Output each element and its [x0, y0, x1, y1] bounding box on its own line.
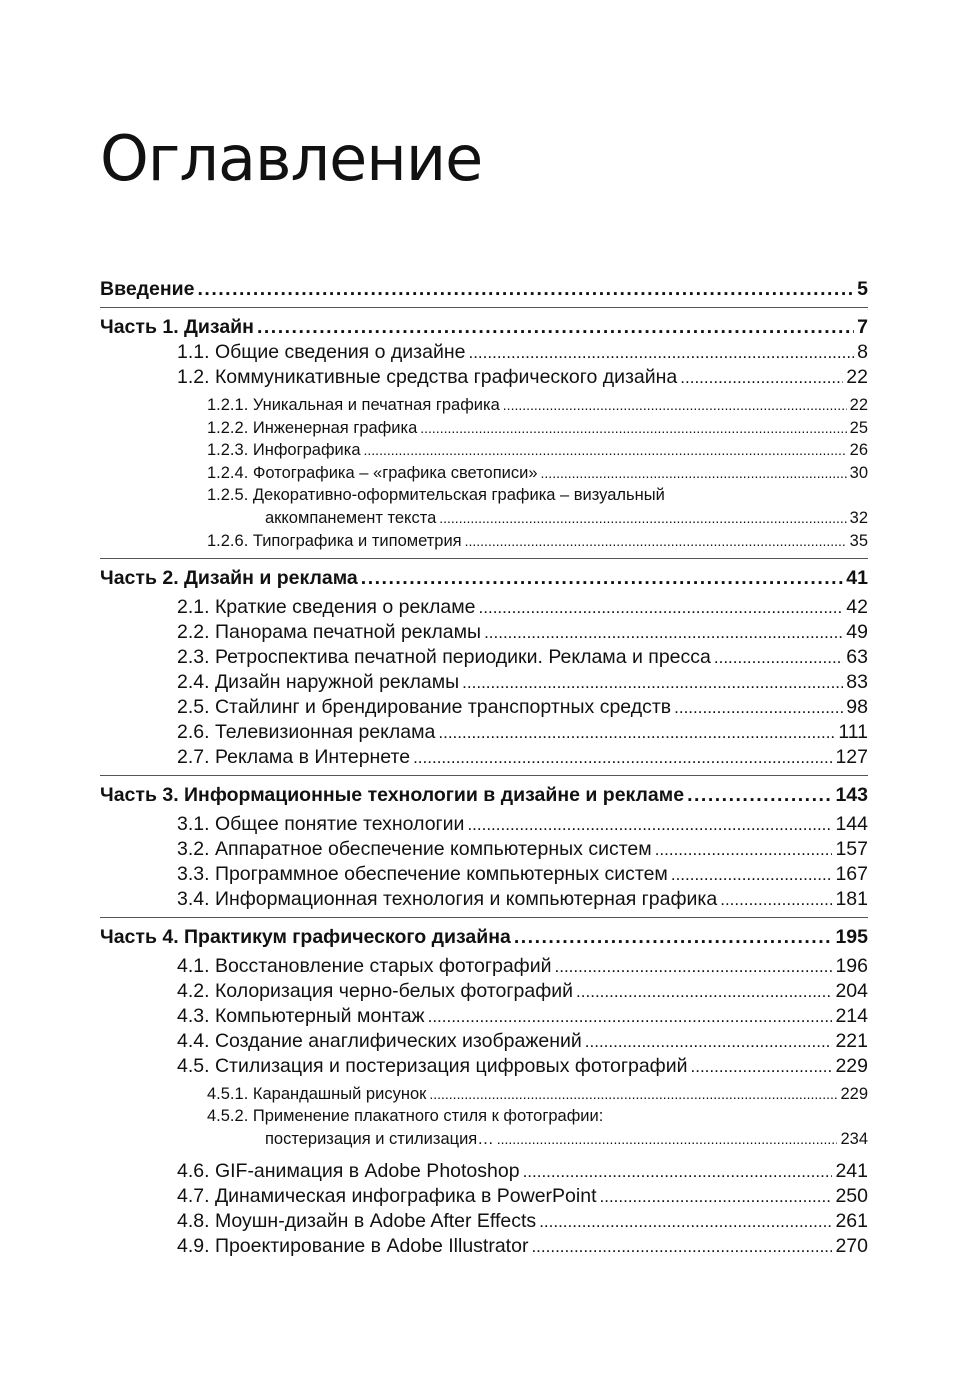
dot-leader: [714, 645, 843, 670]
entry-title: 1.2. Коммуникативные средства графического дизайна: [177, 366, 678, 388]
entry-page: 22: [846, 366, 868, 388]
table-of-contents: [100, 276, 868, 1259]
dot-leader: [655, 837, 833, 862]
toc-entry-2-4[interactable]: [100, 670, 868, 695]
entry-page: 41: [846, 566, 868, 589]
entry-page: 270: [835, 1234, 868, 1257]
entry-page: 25: [849, 418, 868, 437]
dot-leader: [420, 417, 846, 440]
entry-title: Введение: [100, 278, 195, 300]
entry-title: Часть 3. Информационные технологии в дизайне и рекламе: [100, 783, 685, 806]
entry-title: 4.2. Колоризация черно-белых фотографий: [177, 979, 574, 1002]
entry-page: 221: [835, 1029, 868, 1052]
entry-title: 2.3. Ретроспектива печатной периодики. Реклама и пресса: [177, 645, 711, 668]
dot-leader: [671, 862, 833, 887]
entry-page: 8: [857, 341, 868, 363]
entry-title: 1.2.2. Инженерная графика: [207, 418, 418, 437]
dot-leader: [479, 595, 844, 620]
dot-leader: [585, 1029, 833, 1054]
dot-leader: [438, 720, 835, 745]
entry-page: 22: [849, 396, 868, 414]
toc-entry-1-2-5-line1[interactable]: 1.2.5. Декоративно-оформительская графика – визуальный: [207, 486, 665, 505]
entry-page: 261: [835, 1209, 868, 1232]
toc-entry-4-7[interactable]: [100, 1184, 868, 1209]
entry-title: 1.2.6. Типографика и типометрия: [207, 531, 462, 550]
entry-title: 4.9. Проектирование в Adobe Illustrator: [177, 1234, 529, 1257]
entry-title: 1.2.1. Уникальная и печатная графика: [207, 396, 500, 414]
dot-leader: [462, 670, 843, 695]
entry-page: 26: [849, 441, 868, 460]
dot-leader: [413, 745, 832, 770]
dot-leader: [198, 276, 855, 302]
entry-page: 49: [846, 620, 868, 643]
entry-page: 167: [835, 862, 868, 885]
entry-title: 2.2. Панорама печатной рекламы: [177, 620, 482, 643]
dot-leader: [555, 954, 833, 979]
entry-title: постеризация и стилизация…: [265, 1130, 494, 1149]
entry-page: 229: [840, 1084, 868, 1103]
dot-leader: [674, 695, 843, 720]
toc-entry-1-2-6[interactable]: [100, 530, 868, 553]
entry-page: 214: [835, 1004, 868, 1027]
dot-leader: [503, 394, 847, 417]
dot-leader: [541, 462, 847, 485]
entry-title: 2.5. Стайлинг и брендирование транспортных средств: [177, 695, 672, 718]
entry-page: 83: [846, 670, 868, 693]
entry-title: Часть 1. Дизайн: [100, 316, 254, 338]
toc-entry-3-3[interactable]: [100, 862, 868, 887]
entry-page: 111: [838, 720, 868, 743]
entry-title: 3.2. Аппаратное обеспечение компьютерных систем: [177, 837, 652, 860]
toc-entry-4-5-1[interactable]: [100, 1083, 868, 1106]
entry-page: 196: [835, 954, 868, 977]
entry-page: 204: [835, 979, 868, 1002]
toc-entry-4-5-2-line1[interactable]: 4.5.2. Применение плакатного стиля к фотографии:: [207, 1107, 604, 1126]
dot-leader: [600, 1184, 833, 1209]
toc-entry-2-7[interactable]: [100, 745, 868, 770]
toc-entry-1-2-2[interactable]: [100, 417, 868, 440]
toc-entry-2-1[interactable]: [100, 595, 868, 620]
toc-entry-4-6[interactable]: [100, 1159, 868, 1184]
entry-page: 30: [849, 463, 868, 482]
dot-leader: [429, 1083, 837, 1106]
dot-leader: [465, 530, 847, 553]
dot-leader: [364, 439, 847, 462]
entry-title: Часть 2. Дизайн и реклама: [100, 566, 358, 589]
entry-page: 144: [835, 812, 868, 835]
entry-title: 4.3. Компьютерный монтаж: [177, 1004, 425, 1027]
entry-title: 4.1. Восстановление старых фотографий: [177, 954, 552, 977]
entry-title: 4.8. Моушн-дизайн в Adobe After Effects: [177, 1209, 537, 1232]
entry-page: 157: [835, 837, 868, 860]
toc-entry-part-4[interactable]: [100, 924, 868, 950]
dot-leader: [497, 1128, 838, 1151]
entry-page: 5: [857, 278, 868, 300]
entry-page: 234: [840, 1130, 868, 1149]
toc-entry-part-2[interactable]: [100, 565, 868, 591]
entry-page: 181: [835, 887, 868, 910]
dot-leader: [514, 924, 833, 950]
entry-title: 2.1. Краткие сведения о рекламе: [177, 595, 476, 618]
entry-title: 1.1. Общие сведения о дизайне: [177, 341, 466, 363]
toc-entry-1-2-1[interactable]: [100, 394, 868, 417]
entry-title: 4.4. Создание анаглифических изображений: [177, 1029, 582, 1052]
dot-leader: [257, 314, 854, 340]
dot-leader: [468, 340, 854, 365]
toc-entry-part-1[interactable]: [100, 314, 868, 340]
toc-entry-part-3[interactable]: [100, 782, 868, 808]
entry-title: 4.5.1. Карандашный рисунок: [207, 1084, 427, 1103]
toc-entry-4-9[interactable]: [100, 1234, 868, 1259]
toc-entry-1-2-5[interactable]: [100, 507, 868, 530]
entry-page: 63: [846, 645, 868, 668]
dot-leader: [687, 782, 832, 808]
toc-entry-2-6[interactable]: [100, 720, 868, 745]
toc-entry-4-2[interactable]: [100, 979, 868, 1004]
entry-title: 2.7. Реклама в Интернете: [177, 745, 411, 768]
entry-title: 3.4. Информационная технология и компьютерная графика: [177, 887, 718, 910]
divider: [100, 307, 868, 308]
entry-title: Часть 4. Практикум графического дизайна: [100, 925, 511, 948]
toc-entry-4-5[interactable]: [100, 1054, 868, 1079]
entry-title: 2.4. Дизайн наружной рекламы: [177, 670, 460, 693]
toc-entry-1-2[interactable]: [100, 365, 868, 390]
dot-leader: [523, 1159, 833, 1184]
toc-entry-1-1[interactable]: [100, 340, 868, 365]
dot-leader: [361, 565, 844, 591]
toc-entry-4-1[interactable]: [100, 954, 868, 979]
entry-page: 143: [835, 783, 868, 806]
entry-page: 7: [857, 316, 868, 338]
entry-title: 4.7. Динамическая инфографика в PowerPoint: [177, 1184, 597, 1207]
entry-page: 32: [849, 509, 868, 528]
page-title: Оглавление: [100, 122, 483, 195]
toc-entry-1-2-4[interactable]: [100, 462, 868, 485]
entry-page: 98: [846, 695, 868, 718]
entry-page: 127: [835, 745, 868, 768]
entry-page: 229: [835, 1054, 868, 1077]
dot-leader: [576, 979, 832, 1004]
divider: [100, 558, 868, 559]
dot-leader: [531, 1234, 832, 1259]
toc-entry-4-4[interactable]: [100, 1029, 868, 1054]
toc-entry-3-2[interactable]: [100, 837, 868, 862]
dot-leader: [720, 887, 832, 912]
toc-entry-4-3[interactable]: [100, 1004, 868, 1029]
toc-entry-4-8[interactable]: [100, 1209, 868, 1234]
dot-leader: [467, 812, 832, 837]
dot-leader: [691, 1054, 833, 1079]
toc-entry-intro[interactable]: [100, 276, 868, 302]
entry-title: 4.5. Стилизация и постеризация цифровых фотографий: [177, 1054, 688, 1077]
entry-page: 250: [835, 1184, 868, 1207]
toc-entry-2-3[interactable]: [100, 645, 868, 670]
entry-title: 3.3. Программное обеспечение компьютерных систем: [177, 862, 668, 885]
entry-title: 1.2.3. Инфографика: [207, 441, 361, 460]
entry-title: 3.1. Общее понятие технологии: [177, 812, 465, 835]
dot-leader: [439, 507, 846, 530]
divider: [100, 917, 868, 918]
dot-leader: [428, 1004, 833, 1029]
entry-page: 241: [835, 1159, 868, 1182]
entry-title: аккомпанемент текста: [265, 509, 437, 528]
toc-entry-2-5[interactable]: [100, 695, 868, 720]
entry-page: 42: [846, 595, 868, 618]
toc-entry-3-4[interactable]: [100, 887, 868, 912]
entry-page: 195: [835, 925, 868, 948]
divider: [100, 775, 868, 776]
entry-title: 2.6. Телевизионная реклама: [177, 720, 436, 743]
entry-title: 4.6. GIF-анимация в Adobe Photoshop: [177, 1159, 520, 1182]
toc-entry-1-2-3[interactable]: [100, 439, 868, 462]
dot-leader: [539, 1209, 832, 1234]
entry-title: 1.2.4. Фотографика – «графика светописи»: [207, 463, 538, 482]
entry-page: 35: [849, 531, 868, 550]
toc-entry-3-1[interactable]: [100, 812, 868, 837]
dot-leader: [484, 620, 843, 645]
toc-entry-2-2[interactable]: [100, 620, 868, 645]
dot-leader: [680, 365, 843, 390]
toc-entry-4-5-2[interactable]: [100, 1128, 868, 1151]
